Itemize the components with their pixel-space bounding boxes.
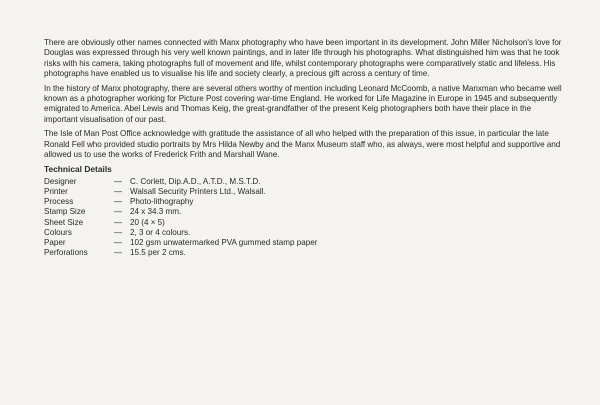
spec-row-perforations	[44, 248, 564, 258]
spec-dash: —	[114, 238, 123, 248]
spec-row-designer	[44, 177, 564, 187]
spec-dash: —	[114, 176, 123, 186]
spec-label: Process	[44, 197, 74, 207]
spec-label: Colours	[44, 227, 72, 237]
spec-dash: —	[114, 187, 123, 197]
spec-label: Paper	[44, 238, 66, 248]
spec-row-sheet-size	[44, 218, 564, 228]
spec-label: Designer	[44, 176, 77, 186]
document-page	[44, 38, 564, 259]
technical-details-heading: Technical Details	[44, 164, 112, 175]
spec-label: Sheet Size	[44, 217, 84, 227]
spec-row-stamp-size	[44, 207, 564, 217]
spec-value: C. Corlett, Dip.A.D., A.T.D., M.S.T.D.	[130, 176, 261, 186]
spec-dash: —	[114, 217, 123, 227]
paragraph-nicholson: There are obviously other names connected with Manx photography who have been important in its development. John Miller Nicholson's love for Douglas was expressed through his very well known paintings, and in later life through his photographs. What distinguished him was that he took risks with his camera, taking photographs full of movement and life, whilst contemporary photographs were comparatively static and lifeless. His photographs have enabled us to visualise his life and society clearly, a precious gift across a century of time.	[44, 38, 562, 79]
paragraph-history: In the history of Manx photography, there are several others worthy of mention including Leonard McCoomb, a native Manxman who became well known as a photographer working for Picture Post covering war-time England. He worked for Life Magazine in Europe in 1945 and subsequently emigrated to America. Abel Lewis and Thomas Keig, the great-grandfather of the present Keig photographers both have their place in the important visualisation of our past.	[44, 83, 562, 124]
spec-row-printer	[44, 187, 564, 197]
spec-row-colours	[44, 228, 564, 238]
spec-value: 24 x 34.3 mm.	[130, 207, 182, 217]
spec-dash: —	[114, 197, 123, 207]
spec-value: 20 (4 × 5)	[130, 217, 165, 227]
technical-details-table	[44, 177, 564, 259]
spec-value: Photo-lithography	[130, 197, 194, 207]
spec-value: Walsall Security Printers Ltd., Walsall.	[130, 187, 266, 197]
spec-value: 2, 3 or 4 colours.	[130, 227, 191, 237]
spec-dash: —	[114, 227, 123, 237]
spec-value: 15.5 per 2 cms.	[130, 248, 186, 258]
spec-label: Stamp Size	[44, 207, 86, 217]
spec-label: Printer	[44, 187, 68, 197]
spec-label: Perforations	[44, 248, 88, 258]
paragraph-acknowledgement: The Isle of Man Post Office acknowledge with gratitude the assistance of all who helped with the preparation of this issue, in particular the late Ronald Fell who provided studio portraits by Mrs Hilda Newby and the Manx Museum staff who, as always, were most helpful and supportive and allowed us to use the works of Frederick Frith and Marshall Wane.	[44, 129, 561, 160]
spec-row-process	[44, 197, 564, 207]
spec-dash: —	[114, 248, 123, 258]
spec-value: 102 gsm unwatermarked PVA gummed stamp paper	[130, 238, 318, 248]
spec-row-paper	[44, 238, 564, 248]
spec-dash: —	[114, 207, 123, 217]
